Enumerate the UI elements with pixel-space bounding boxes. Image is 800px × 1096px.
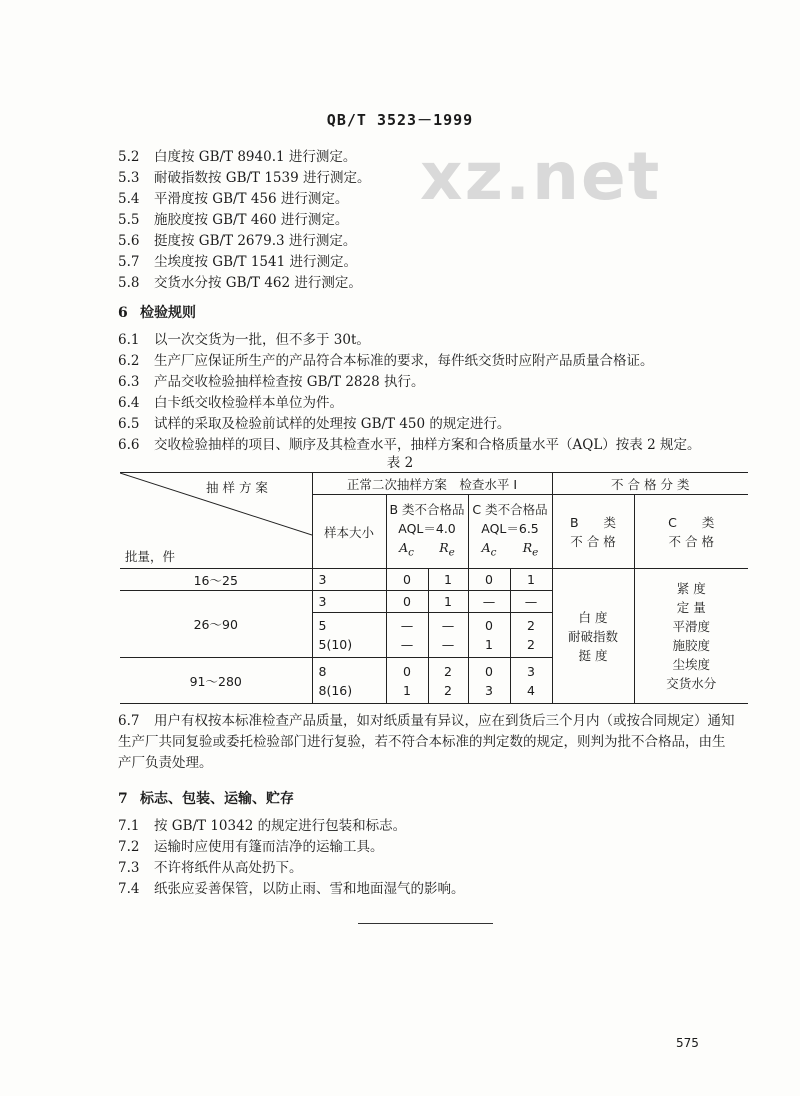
c-ac-cell: 0 3 xyxy=(468,658,510,704)
c-class-items: 紧 度 定 量 平滑度 施胶度 尘埃度 交货水分 xyxy=(634,569,748,704)
sample-size-cell: 5 5(10) xyxy=(312,613,386,658)
list-item: 5.7 尘埃度按 GB/T 1541 进行测定。 xyxy=(118,254,357,270)
nonconformity-header: 不 合 格 分 类 xyxy=(552,473,748,495)
list-item: 6.1 以一次交货为一批，但不多于 30t。 xyxy=(118,332,370,348)
corner-bottom-label: 批量，件 xyxy=(125,549,176,564)
list-item: 6.5 试样的采取及检验前试样的处理按 GB/T 450 的规定进行。 xyxy=(118,416,511,432)
list-item: 5.4 平滑度按 GB/T 456 进行测定。 xyxy=(118,191,349,207)
list-item: 7.4 纸张应妥善保管，以防止雨、雪和地面湿气的影响。 xyxy=(118,881,465,897)
b-ac-cell: 0 1 xyxy=(386,658,428,704)
sample-size-cell: 3 xyxy=(312,591,386,613)
c-ac-cell: 0 xyxy=(468,569,510,591)
batch-cell: 16～25 xyxy=(120,569,312,591)
list-item: 5.3 耐破指数按 GB/T 1539 进行测定。 xyxy=(118,170,371,186)
list-item: 6.3 产品交收检验抽样检查按 GB/T 2828 执行。 xyxy=(118,374,425,390)
list-item: 5.6 挺度按 GB/T 2679.3 进行测定。 xyxy=(118,233,357,249)
list-item: 5.2 白度按 GB/T 8940.1 进行测定。 xyxy=(118,149,357,165)
table-row xyxy=(120,569,748,591)
b-ac-cell: — — xyxy=(386,613,428,658)
paragraph-6-7: 6.7 用户有权按本标准检查产品质量，如对纸质量有异议，应在到货后三个月内（或按合同规定）通知 生产厂共同复验或委托检验部门进行复验，若不符合本标准的判定数的规定，则判为批不合格品，由生 产厂负责处理。 xyxy=(118,713,735,771)
table-corner-header xyxy=(120,473,312,569)
c-class-nonconformity-header: C 类 不 合 格 xyxy=(634,495,748,569)
ac-label: $A_c$ xyxy=(399,540,414,559)
sample-size-cell: 8 8(16) xyxy=(312,658,386,704)
batch-cell: 26～90 xyxy=(120,591,312,658)
b-ac-cell: 0 xyxy=(386,569,428,591)
section-heading: 7 标志、包装、运输、贮存 xyxy=(118,791,294,807)
list-item: 6.2 生产厂应保证所生产的产品符合本标准的要求，每件纸交货时应附产品质量合格证。 xyxy=(118,353,654,369)
c-ac-cell: 0 1 xyxy=(468,613,510,658)
table-caption: 表 2 xyxy=(386,455,414,471)
watermark-text: xz.net xyxy=(420,138,662,215)
corner-top-label: 抽 样 方 案 xyxy=(206,480,268,495)
plan-header: 正常二次抽样方案 检查水平 I xyxy=(312,473,552,495)
list-item: 5.5 施胶度按 GB/T 460 进行测定。 xyxy=(118,212,349,228)
page-number: 575 xyxy=(676,1036,699,1050)
list-item: 6.6 交收检验抽样的项目、顺序及其检查水平，抽样方案和合格质量水平（AQL）按表 2 规定。 xyxy=(118,437,701,453)
list-item: 5.8 交货水分按 GB/T 462 进行测定。 xyxy=(118,275,362,291)
b-re-cell: — — xyxy=(428,613,468,658)
sample-size-header: 样本大小 xyxy=(312,495,386,569)
b-class-nonconformity-header: B 类 不 合 格 xyxy=(552,495,634,569)
ac-label: $A_c$ xyxy=(481,540,497,559)
list-item: 7.2 运输时应使用有篷而洁净的运输工具。 xyxy=(118,839,384,855)
b-re-cell: 2 2 xyxy=(428,658,468,704)
c-class-header: C 类不合格品 AQL＝6.5 $A_c$ $R_e$ xyxy=(468,495,552,569)
c-re-cell: 2 2 xyxy=(510,613,552,658)
batch-cell: 91～280 xyxy=(120,658,312,704)
b-ac-cell: 0 xyxy=(386,591,428,613)
sample-size-cell: 3 xyxy=(312,569,386,591)
c-ac-cell: — xyxy=(468,591,510,613)
end-rule xyxy=(358,923,493,924)
b-class-items: 白 度 耐破指数 挺 度 xyxy=(552,569,634,704)
re-label: $R_e$ xyxy=(439,540,455,559)
list-item: 7.3 不许将纸件从高处扔下。 xyxy=(118,860,303,876)
b-re-cell: 1 xyxy=(428,591,468,613)
b-re-cell: 1 xyxy=(428,569,468,591)
sampling-table xyxy=(120,472,748,704)
b-class-header: B 类不合格品 AQL＝4.0 $A_c$ $R_e$ xyxy=(386,495,468,569)
list-item: 6.4 白卡纸交收检验样本单位为件。 xyxy=(118,395,343,411)
standard-header: QB/T 3523－1999 xyxy=(326,111,474,129)
c-re-cell: — xyxy=(510,591,552,613)
c-re-cell: 1 xyxy=(510,569,552,591)
list-item: 7.1 按 GB/T 10342 的规定进行包装和标志。 xyxy=(118,818,407,834)
section-heading: 6 检验规则 xyxy=(118,305,196,321)
re-label: $R_e$ xyxy=(522,540,539,559)
c-re-cell: 3 4 xyxy=(510,658,552,704)
